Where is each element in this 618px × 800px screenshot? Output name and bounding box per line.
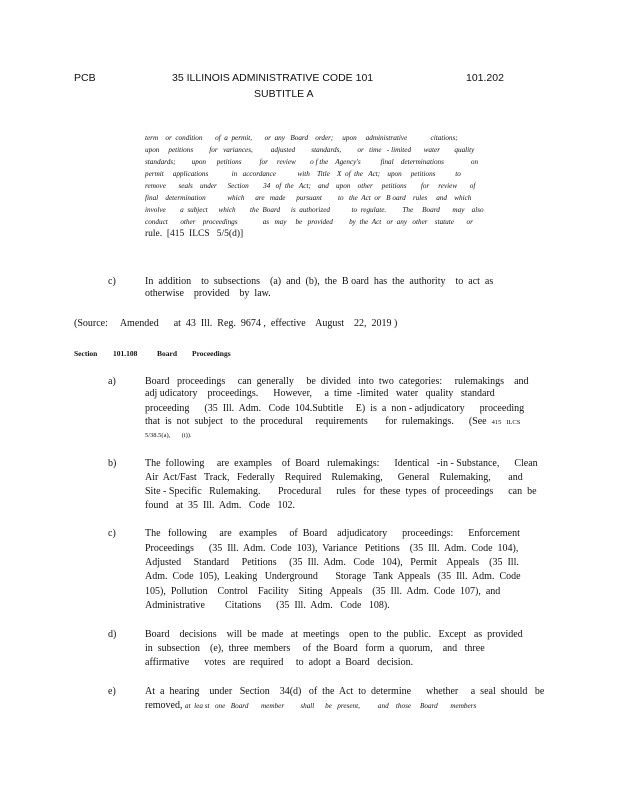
section-label: Section (74, 349, 98, 358)
text-line: Administrative Citations (35 Ill. Adm. Code 108). (145, 600, 390, 611)
text-line: proceeding (35 Ill. Adm. Code 104.Subtitle E) is a non - adjudicatory proceeding (145, 403, 525, 414)
text-span-small: 415 ILCS (491, 419, 521, 426)
text-line: Board decisions will be made at meetings open to the public. Except as provided (145, 629, 523, 640)
text-line: Adjusted Standard Petitions (35 Ill. Adm. Code 104), Permit Appeals (35 Ill. (145, 557, 519, 568)
text-line: involve a subject which the Board is authorized to regulate. The Board may also (145, 206, 484, 214)
text-line: permit applications in accordance with Title X of the Act; upon petitions to (145, 170, 461, 178)
text-line: Adm. Code 105), Leaking Underground Storage Tank Appeals (35 Ill. Adm. Code (145, 571, 521, 582)
header-left: PCB (74, 72, 96, 84)
text-line: At a hearing under Section 34(d) of the Act to determine whether a seal should be (145, 686, 545, 697)
header-center-line2: SUBTITLE A (254, 88, 314, 100)
header-center-line1: 35 ILLINOIS ADMINISTRATIVE CODE 101 (172, 72, 374, 84)
text-line: The following are examples of Board rulemakings: Identical -in - Substance, Clean (145, 458, 538, 469)
text-line: standards; upon petitions for review o f the Agency's final determinations on (145, 158, 479, 166)
section-number: 101.108 (113, 349, 138, 358)
item-label: e) (108, 686, 116, 697)
item-label: a) (108, 376, 116, 387)
item-label: c) (108, 276, 116, 287)
section-title: Board Proceedings (157, 349, 231, 358)
text-line: adj udicatory proceedings. However, a time -limited water quality standard (145, 388, 495, 399)
text-line: upon petitions for variances, adjusted standards, or time - limited water quality (145, 146, 475, 154)
text-span: that is not subject to the procedural requirements for rulemakings. (See (145, 416, 492, 427)
item-label: d) (108, 629, 117, 640)
text-line (145, 700, 476, 712)
text-line: otherwise provided by law. (145, 288, 271, 299)
text-line: Board proceedings can generally be divided into two categories: rulemakings and (145, 376, 529, 387)
text-line: rule. [415 ILCS 5/5(d)] (145, 229, 244, 239)
item-label: c) (108, 528, 116, 539)
text-line: remove seals under Section 34 of the Act; and upon other petitions for review of (145, 182, 476, 190)
header-right: 101.202 (466, 72, 504, 84)
text-line: 105), Pollution Control Facility Siting Appeals (35 Ill. Adm. Code 107), and (145, 586, 501, 597)
text-line: 5/38.5(a), (i)). (145, 432, 192, 439)
text-span-small: at lea st one Board member shall be present, and those Board members (185, 702, 477, 710)
text-line (145, 416, 520, 429)
text-line: Air Act/Fast Track, Federally Required Rulemaking, General Rulemaking, and (145, 472, 523, 483)
text-line: term or condition of a permit, or any Board order; upon administrative citations; (145, 134, 458, 142)
item-label: b) (108, 458, 117, 469)
text-line: final determination which are made pursuant to the Act or B oard rules and which (145, 194, 472, 202)
text-line: In addition to subsections (a) and (b), the B oard has the authority to act as (145, 276, 494, 287)
text-span: removed, (145, 700, 185, 711)
text-line: conduct other proceedings as may be provided by the Act or any other statute or (145, 218, 473, 226)
text-line: The following are examples of Board adjudicatory proceedings: Enforcement (145, 528, 520, 539)
text-line: in subsection (e), three members of the Board form a quorum, and three (145, 643, 485, 654)
text-line: Site - Specific Rulemaking. Procedural rules for these types of proceedings can be (145, 486, 537, 497)
source-note: (Source: Amended at 43 Ill. Reg. 9674 , effective August 22, 2019 ) (74, 318, 398, 329)
text-line: affirmative votes are required to adopt a Board decision. (145, 657, 414, 668)
text-line: Proceedings (35 Ill. Adm. Code 103), Variance Petitions (35 Ill. Adm. Code 104), (145, 543, 519, 554)
text-line: found at 35 Ill. Adm. Code 102. (145, 500, 295, 511)
